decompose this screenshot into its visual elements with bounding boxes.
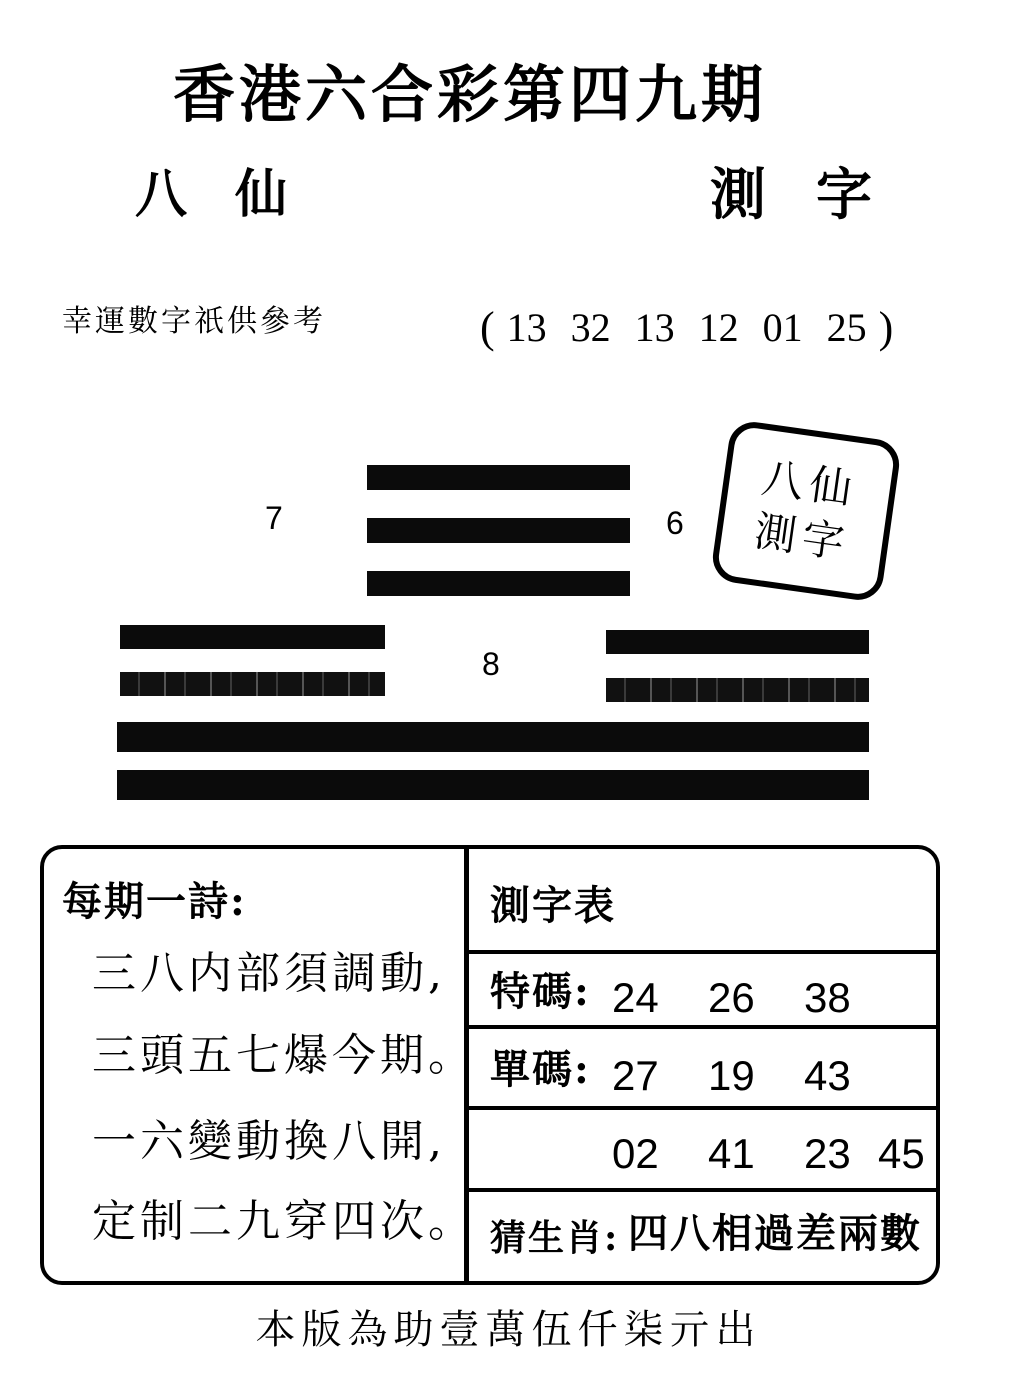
page-title: 香港六合彩第四九期 (172, 58, 767, 131)
single-number: 19 (708, 1052, 755, 1099)
special-number-label: 特碼: (490, 968, 591, 1015)
special-number: 26 (708, 974, 755, 1021)
trigram-number-left: 7 (265, 500, 283, 536)
row-divider (469, 1188, 939, 1192)
poem-line: 三頭五七爆今期。 (92, 1030, 476, 1081)
lucky-number: 01 (762, 305, 803, 350)
top-line-2 (367, 518, 630, 543)
extra-number: 45 (878, 1130, 925, 1177)
special-number: 24 (612, 974, 659, 1021)
open-paren: ( (480, 303, 495, 352)
right-line-1 (606, 630, 869, 654)
stamp-line-2: 測字 (751, 506, 854, 569)
single-number: 43 (804, 1052, 851, 1099)
stamp-line-1: 八仙 (758, 452, 861, 515)
special-numbers (612, 968, 900, 1028)
lucky-numbers (480, 298, 893, 358)
top-line-1 (367, 465, 630, 490)
single-number: 27 (612, 1052, 659, 1099)
top-line-3 (367, 571, 630, 596)
lucky-number: 32 (570, 305, 611, 350)
footer-note: 本版為助壹萬伍仟柒亓出 (255, 1307, 762, 1353)
baxian-cezi-stamp (710, 419, 903, 603)
poem-line: 定制二九穿四次。 (92, 1196, 476, 1247)
extra-number: 41 (708, 1130, 755, 1177)
heading-baxian: 八仙 (135, 164, 336, 225)
left-line-1 (120, 625, 385, 649)
extra-numbers (612, 1124, 938, 1184)
right-line-2 (606, 678, 869, 702)
poem-line: 一六變動換八開, (92, 1116, 446, 1167)
single-numbers (612, 1046, 900, 1106)
heading-cezi: 測字 (710, 162, 922, 228)
left-line-2 (120, 672, 385, 696)
lucky-number: 13 (634, 305, 675, 350)
trigram-number-center: 8 (482, 646, 500, 682)
cezi-table-heading: 測字表 (490, 882, 616, 929)
zodiac-guess-label: 猜生肖: (490, 1217, 620, 1259)
poem-title: 每期一詩: (62, 878, 247, 925)
zodiac-guess-answer: 四八相過差兩數 (628, 1210, 922, 1257)
trigram-number-right: 6 (666, 505, 684, 541)
lucky-number: 12 (698, 305, 739, 350)
extra-number: 23 (804, 1130, 851, 1177)
special-number: 38 (804, 974, 851, 1021)
close-paren: ) (878, 303, 894, 352)
row-divider (469, 1106, 939, 1110)
single-number-label: 單碼: (490, 1046, 591, 1093)
lucky-number: 13 (506, 305, 547, 350)
lucky-numbers-label: 幸運數字祇供參考 (62, 304, 326, 339)
lucky-number: 25 (826, 305, 867, 350)
extra-number: 02 (612, 1130, 659, 1177)
bottom-line-2 (117, 770, 869, 800)
row-divider (469, 950, 939, 954)
bottom-line-1 (117, 722, 869, 752)
poem-line: 三八内部須調動, (92, 948, 446, 999)
